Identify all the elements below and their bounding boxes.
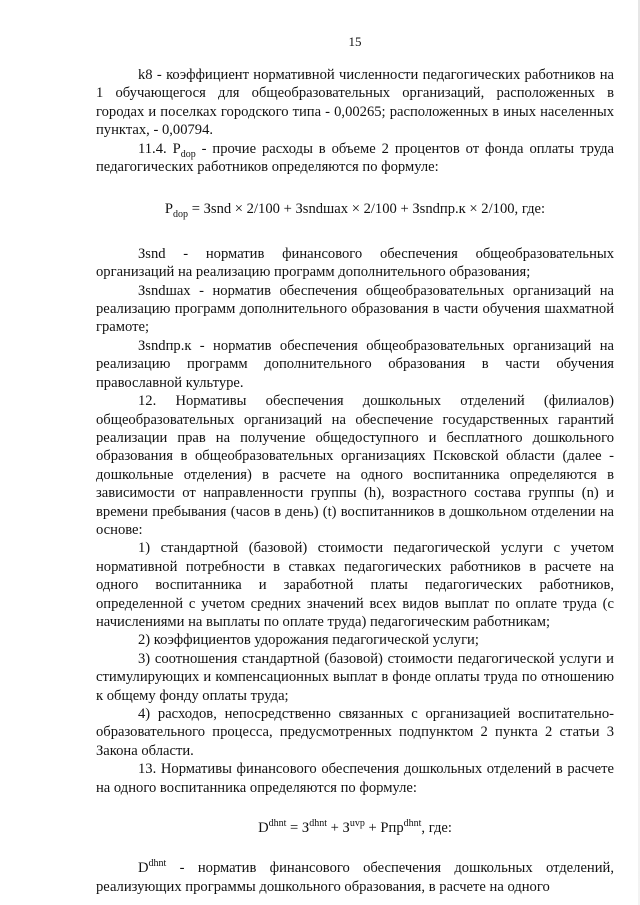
- paragraph-12: 12. Нормативы обеспечения дошкольных отделений (филиалов) общеобразовательных организаций на обеспечение государственных гарантий реализации прав на получение общедоступного и бесплатного дошкольного образования в общеобразовательных организациях Псковской области (далее - дошкольные отделения) в расчете на одного воспитанника определяются в зависимости от направленности группы (h), возрастного состава группы (n) и времени пребывания (часов в день) (t) воспитанников в дошкольном отделении на основе:: [96, 393, 614, 538]
- paragraph-11-4: [96, 140, 614, 177]
- formula-pdop-lhs-sub: dop: [173, 209, 189, 221]
- list-item-1: 1) стандартной (базовой) стоимости педагогической услуги с учетом нормативной потребности в ставках педагогических работников в расчете на одного воспитанника и заработной платы педагогических работников, определенной с учетом средних значений всех видов выплат по оплате труда (с начислениями на выплаты по оплате труда) педагогическим работникам;: [96, 540, 614, 630]
- list-item-4: 4) расходов, непосредственно связанных с организацией воспитательно-образовательного процесса, предусмотренных подпунктом 2 пункта 2 статьи 3 Закона области.: [96, 706, 614, 759]
- f2-z-sup: dhnt: [309, 818, 328, 830]
- f2-plus1: + З: [327, 820, 350, 837]
- p11-4-sub: dop: [180, 148, 196, 160]
- list-item-3: 3) соотношения стандартной (базовой) стоимости педагогической услуги и стимулирующих и компенсационных выплат в фонде оплаты труда по отношению к общему фонду оплаты труда;: [96, 650, 614, 704]
- f2-p-sup: dhnt: [403, 818, 422, 830]
- definition-ddhnt: [96, 859, 614, 896]
- def-d-text: - норматив финансового обеспечения дошкольных отделений, реализующих программы дошкольного образования, в расчете на одного: [96, 860, 614, 895]
- paragraph-13: 13. Нормативы финансового обеспечения дошкольных отделений в расчете на одного воспитанника определяются по формуле:: [96, 761, 614, 796]
- formula-pdop: [96, 200, 614, 221]
- p11-4-text: - прочие расходы в объеме 2 процентов от фонда оплаты труда педагогических работников определяются по формуле:: [96, 140, 614, 176]
- f2-d-sup: dhnt: [268, 818, 287, 830]
- definition-zsndshah: Зsndшах - норматив обеспечения общеобразовательных организаций на реализацию программ дополнительного образования в части обучения шахматной грамоте;: [96, 282, 614, 336]
- definition-zsnd: Зsnd - норматив финансового обеспечения общеобразовательных организаций на реализацию программ дополнительного образования;: [96, 245, 614, 281]
- formula-pdop-lhs: P: [164, 201, 174, 218]
- formula-ddhnt: [96, 819, 614, 837]
- def-d: D: [138, 860, 149, 877]
- f2-d: D: [258, 820, 269, 837]
- def-d-sup: dhnt: [148, 858, 167, 870]
- document-page: [96, 0, 614, 905]
- paragraph-k8: k8 - коэффициент нормативной численности педагогических работников на 1 обучающегося для общеобразовательных организаций, расположенных в городах и поселках городского типа - 0,00265; расположенных в иных населенных пунктах, - 0,00794.: [96, 67, 614, 139]
- f2-tail: , где:: [421, 820, 452, 837]
- page-number: 15: [348, 34, 362, 49]
- document-body: [96, 66, 614, 896]
- definition-zsndprk: Зsndпр.к - норматив обеспечения общеобразовательных организаций на реализацию программ дополнительного образования в части обучения православной культуре.: [96, 337, 614, 391]
- formula-pdop-rhs: = Зsnd × 2/100 + Зsndшах × 2/100 + Зsndпр.к × 2/100, где:: [188, 201, 546, 218]
- f2-eq: = З: [286, 820, 310, 837]
- f2-z2-sup: uvp: [349, 818, 365, 830]
- list-item-2: 2) коэффициентов удорожания педагогической услуги;: [138, 632, 479, 649]
- p11-4-prefix: 11.4. P: [138, 140, 181, 157]
- f2-plus2: + Рпр: [364, 820, 404, 837]
